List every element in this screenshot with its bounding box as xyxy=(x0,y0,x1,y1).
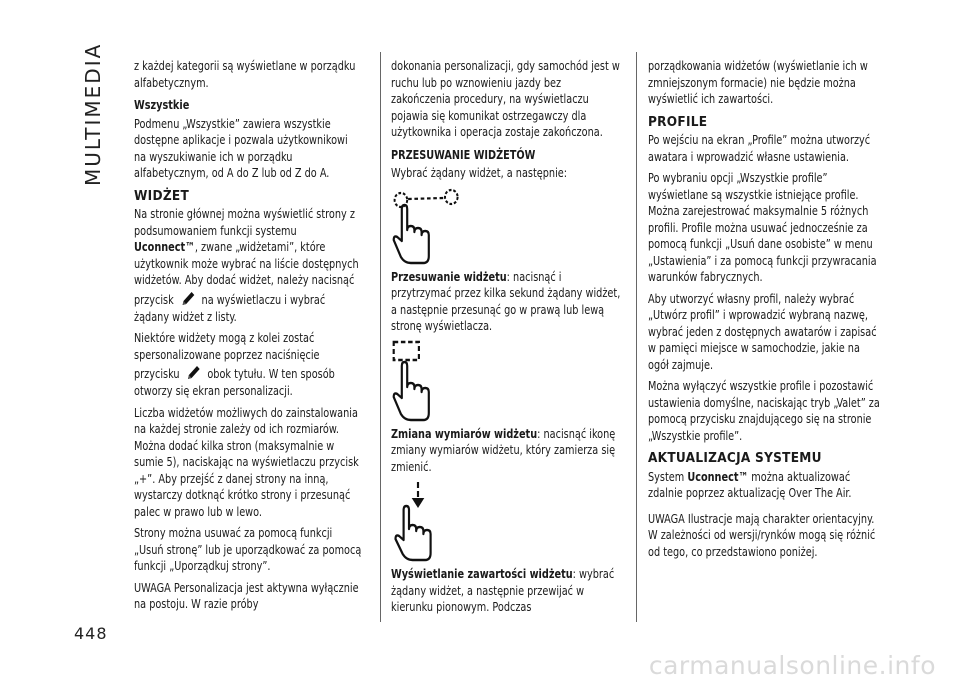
paragraph: dokonania personalizacji, gdy samochód jest w ruchu lub po wznowieniu jazdy bez zakończenia procedury, na wyświetlaczu pojawia się komunikat ostrzegawczy dla użytkownika i operacja zostaje zakończona. xyxy=(391,59,620,139)
paragraph: Wybrać żądany widżet, a następnie: xyxy=(391,166,568,180)
paragraph: UWAGA Personalizacja jest aktywna wyłącznie na postoju. W razie próby xyxy=(134,580,359,611)
pencil-icon xyxy=(184,363,202,383)
section-heading-wszystkie: Wszystkie xyxy=(134,98,190,112)
chapter-title: MULTIMEDIA xyxy=(81,42,105,186)
paragraph: Aby utworzyć własny profil, należy wybrać „Utwórz profil” i wprowadzić wybraną nazwę, wybrać jeden z dostępnych awatarów i zapisać w pamięci miejsce w samochodzie, jakie na ogół zajmuje. xyxy=(648,291,877,372)
page-number: 448 xyxy=(74,624,108,643)
paragraph: Przesuwanie widżetu: nacisnąć i przytrzymać przez kilka sekund żądany widżet, a następnie przesunąć go w prawą lub lewą stronę wyświetlacza. xyxy=(391,269,621,333)
resize-gesture-icon xyxy=(391,340,463,422)
paragraph: UWAGA Ilustracje mają charakter orientacyjny. W zależności od wersji/rynków mogą się różnić od tego, co przedstawiono poniżej. xyxy=(648,511,876,559)
column-2 xyxy=(391,58,623,621)
scroll-gesture-icon xyxy=(391,480,463,562)
paragraph: Można wyłączyć wszystkie profile i pozostawić ustawienia domyślne, naciskając tryb „Valet” za pomocą przycisku znajdującego się na stronie „Wszystkie profile”. xyxy=(648,379,880,443)
paragraph: z każdej kategorii są wyświetlane w porządku alfabetycznym. xyxy=(134,59,356,90)
paragraph: Niektóre widżety mogą z kolei zostać spersonalizowane poprzez naciśnięcie przycisku obok tytułu. W ten sposób otworzy się ekran personalizacji. xyxy=(134,331,335,398)
paragraph: Po wejściu na ekran „Profile” można utworzyć awatara i wprowadzić własne ustawienia. xyxy=(648,133,871,164)
column-divider xyxy=(636,52,637,622)
section-heading-aktualizacja: AKTUALIZACJA SYSTEMU xyxy=(648,450,822,466)
brand-name: Uconnect™ xyxy=(687,469,749,484)
item-label: Przesuwanie widżetu xyxy=(391,269,507,284)
paragraph: Wyświetlanie zawartości widżetu: wybrać żądany widżet, a następnie przewijać w kierunku pionowym. Podczas xyxy=(391,567,615,614)
watermark: carmanualsonline.info xyxy=(648,651,936,680)
pencil-icon xyxy=(179,289,197,309)
brand-name: Uconnect™ xyxy=(134,240,195,254)
paragraph: Zmiana wymiarów widżetu: nacisnąć ikonę zmiany wymiarów widżetu, który zamierza się zmienić. xyxy=(391,426,616,474)
column-3 xyxy=(648,58,880,565)
column-divider xyxy=(380,52,381,622)
drag-gesture-icon xyxy=(391,187,463,265)
paragraph: Strony można usuwać za pomocą funkcji „Usuń stronę” lub je uporządkować za pomocą funkcji „Uporządkuj strony”. xyxy=(134,526,362,573)
column-1 xyxy=(134,58,363,618)
paragraph: Liczba widżetów możliwych do zainstalowania na każdej stronie zależy od ich rozmiarów. Można dodać kilka stron (maksymalnie w sumie 5), naciskając na wyświetlaczu przycisk „+”. Aby przejść z danej strony na inną, wystarczy dotknąć krótko strony i przesunąć palec w prawo lub w lewo. xyxy=(134,405,359,519)
paragraph: System Uconnect™ można aktualizować zdalnie poprzez aktualizację Over The Air. xyxy=(648,469,852,500)
section-heading-profile: PROFILE xyxy=(648,113,708,130)
section-heading-przesuwanie: PRZESUWANIE WIDŻETÓW xyxy=(391,147,536,162)
item-label: Zmiana wymiarów widżetu xyxy=(391,426,538,441)
paragraph: porządkowania widżetów (wyświetlanie ich w zmniejszonym formacie) nie będzie można wyświetlić ich zawartości. xyxy=(648,59,868,106)
item-label: Wyświetlanie zawartości widżetu xyxy=(391,567,573,581)
paragraph: Na stronie głównej można wyświetlić strony z podsumowaniem funkcji systemu Uconnect™, zwane „widżetami”, które użytkownik może wybrać na liście dostępnych widżetów. Aby dodać widżet, należy nacisnąć przycisk na wyświetlaczu i wybrać żądany widżet z listy. xyxy=(134,207,359,324)
paragraph: Po wybraniu opcji „Wszystkie profile” wyświetlane są wszystkie istniejące profile. Można zarejestrować maksymalnie 5 różnych profili. Profile można usuwać jednocześnie za pomocą funkcji „Usuń dane osobiste” w menu „Ustawienia” i za pomocą funkcji przywracania warunków fabrycznych. xyxy=(648,171,877,284)
section-heading-widzet: WIDŻET xyxy=(134,187,190,204)
paragraph: Podmenu „Wszystkie” zawiera wszystkie dostępne aplikacje i pozwala użytkownikowi na wyszukiwanie ich w porządku alfabetycznym, od A do Z lub od Z do A. xyxy=(134,116,348,180)
